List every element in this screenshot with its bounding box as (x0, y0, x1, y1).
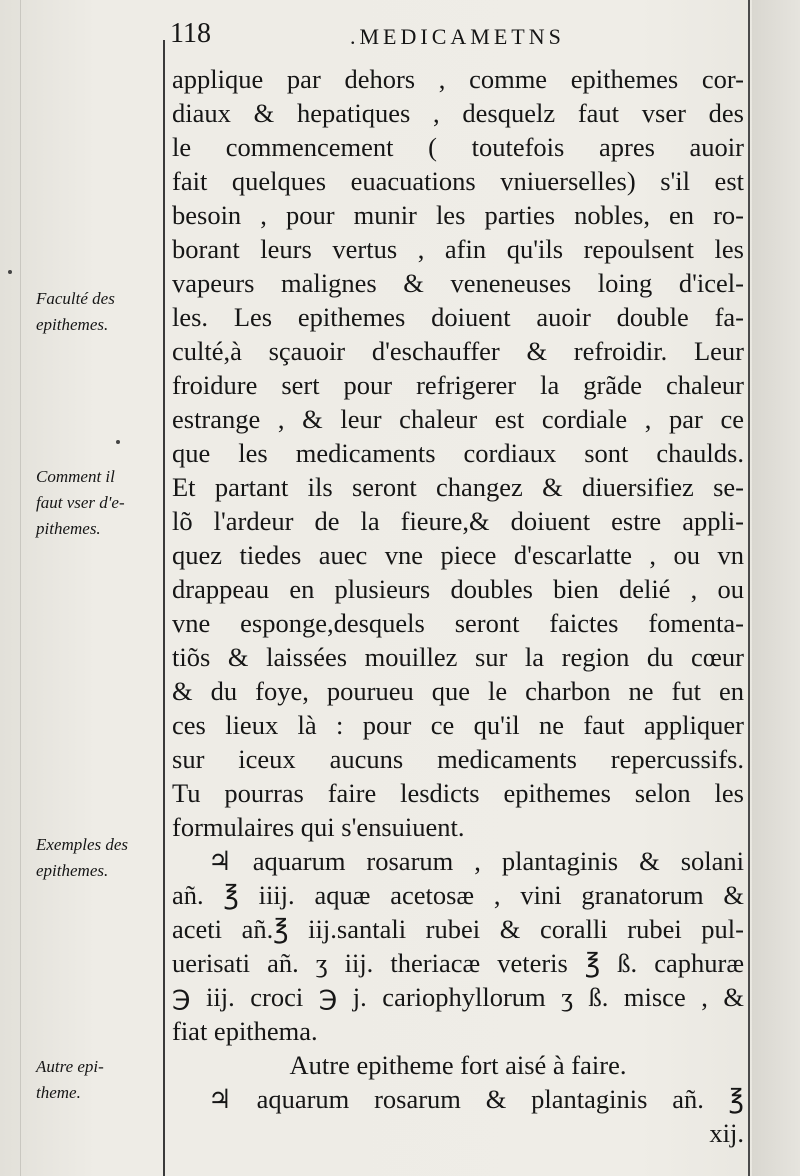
section-heading: Autre epitheme fort aisé à faire. (289, 1050, 627, 1080)
margin-note-line: Exemples des (36, 835, 129, 854)
text-line: les. Les epithemes doiuent auoir double fa- (172, 302, 744, 332)
margin-note-line: faut vser d'e- (36, 493, 125, 512)
text-line: froidure sert pour refrigerer la grãde chaleur (172, 370, 744, 400)
page-number: 118 (170, 18, 211, 49)
margin-note-comment (36, 464, 162, 542)
margin-note-line: epithemes. (36, 861, 109, 880)
text-line: sur iceux aucuns medicaments repercussifs. (172, 744, 744, 774)
recipe-line: ♃ aquarum rosarum , plantaginis & solani (208, 846, 744, 876)
text-line: le commencement ( toutefois apres auoir (172, 132, 744, 162)
text-line: culté,à sçauoir d'eschauffer & refroidir. Leur (172, 336, 744, 366)
margin-note-line: pithemes. (36, 519, 101, 538)
text-line: besoin , pour munir les parties nobles, en ro- (172, 200, 744, 230)
text-line: Et partant ils seront changez & diuersifiez se- (172, 472, 744, 502)
margin-note-faculte (36, 286, 162, 338)
text-line: tiõs & laissées mouillez sur la region du cœur (172, 642, 744, 672)
text-line: applique par dehors , comme epithemes cor- (172, 64, 744, 94)
recipe-line: ♃ aquarum rosarum & plantaginis añ. ℥ (208, 1084, 744, 1114)
text-line: vapeurs malignes & veneneuses loing d'icel- (172, 268, 744, 298)
text-line: estrange , & leur chaleur est cordiale , par ce (172, 404, 744, 434)
margin-note-autre (36, 1054, 162, 1106)
margin-note-line: Faculté des (36, 289, 115, 308)
margin-note-line: theme. (36, 1083, 81, 1102)
text-line: que les medicaments cordiaux sont chaulds. (172, 438, 744, 468)
recipe-line: aceti añ.℥ iij.santali rubei & coralli rubei pul- (172, 914, 744, 944)
margin-note-line: epithemes. (36, 315, 109, 334)
text-line: diaux & hepatiques , desquelz faut vser des (172, 98, 744, 128)
margin-note-line: Autre epi- (36, 1057, 104, 1076)
text-line: vne esponge,desquels seront faictes fomenta- (172, 608, 744, 638)
page-header (168, 18, 748, 58)
text-line: Tu pourras faire lesdicts epithemes selon les (172, 778, 744, 808)
margin-note-line: Comment il (36, 467, 115, 486)
main-text (172, 62, 744, 1150)
margin-note-exemples (36, 832, 162, 884)
text-line: borant leurs vertus , afin qu'ils repoulsent les (172, 234, 744, 264)
recipe-line: fiat epithema. (172, 1016, 318, 1046)
recipe-line: ℈ iij. croci ℈ j. cariophyllorum ʒ ß. misce , & (172, 982, 744, 1012)
text-line: quez tiedes auec vne piece d'escarlatte , ou vn (172, 540, 744, 570)
text-line: formulaires qui s'ensuiuent. (172, 812, 465, 842)
ink-speck (116, 440, 120, 444)
text-line: & du foye, pourueu que le charbon ne fut en (172, 676, 744, 706)
recipe-line: añ. ℥ iiij. aquæ acetosæ , vini granatorum & (172, 880, 744, 910)
margin-rule-left (163, 40, 165, 1176)
text-line: drappeau en plusieurs doubles bien delié , ou (172, 574, 744, 604)
page-edge-left (20, 0, 21, 1176)
page-edge-right (752, 0, 800, 1176)
text-line: fait quelques euacuations vniuerselles) s'il est (172, 166, 744, 196)
margin-rule-right (748, 0, 750, 1176)
running-title: .MEDICAMETNS (350, 24, 565, 49)
ink-speck (8, 270, 12, 274)
text-line: lõ l'ardeur de la fieure,& doiuent estre appli- (172, 506, 744, 536)
text-line: ces lieux là : pour ce qu'il ne faut appliquer (172, 710, 744, 740)
recipe-line: xij. (709, 1118, 744, 1148)
recipe-line: uerisati añ. ʒ iij. theriacæ veteris ℥ ß. caphuræ (172, 948, 744, 978)
